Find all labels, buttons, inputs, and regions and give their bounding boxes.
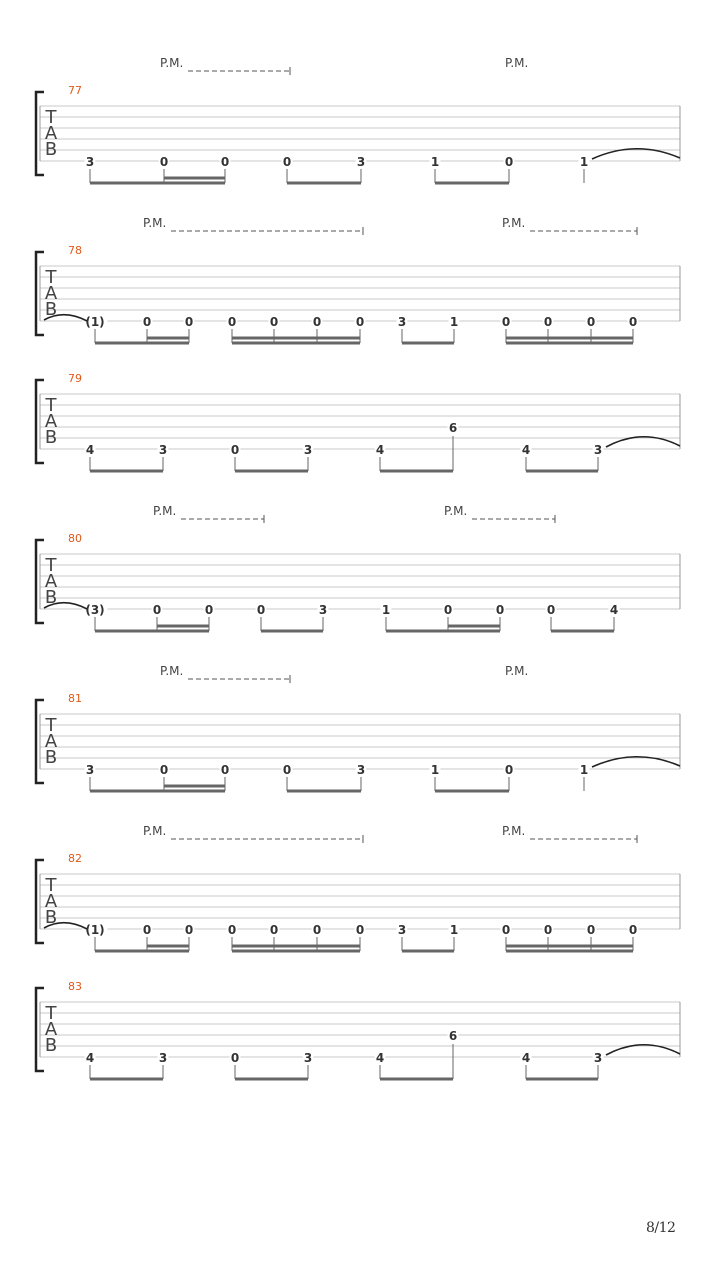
fret-number: 0 [152, 603, 162, 617]
fret-number: 3 [593, 1051, 603, 1065]
note-beam [95, 950, 189, 953]
tab-clef-letter: B [44, 907, 58, 928]
fret-number: (3) [85, 603, 105, 617]
fret-number: 3 [318, 603, 328, 617]
measure-number: 78 [68, 244, 82, 257]
palm-mute-label: P.M. [160, 664, 184, 678]
fret-number: 1 [430, 763, 440, 777]
fret-number: 6 [448, 1029, 458, 1043]
palm-mute-label: P.M. [502, 216, 526, 230]
note-beam-secondary [232, 945, 360, 948]
measure-number: 77 [68, 84, 82, 97]
note-beam [435, 182, 509, 185]
note-beam [235, 1078, 308, 1081]
palm-mute-label: P.M. [160, 56, 184, 70]
fret-number: 1 [579, 155, 589, 169]
tab-clef-letter: T [45, 555, 57, 576]
fret-number: 0 [312, 923, 322, 937]
note-beam [90, 182, 225, 185]
note-beam [506, 342, 633, 345]
fret-number: 0 [543, 923, 553, 937]
fret-number: 0 [184, 923, 194, 937]
fret-number: 0 [443, 603, 453, 617]
fret-number: 3 [397, 315, 407, 329]
note-beam [232, 342, 360, 345]
staff-system [36, 664, 680, 793]
fret-number: 4 [85, 1051, 95, 1065]
fret-number: 4 [521, 443, 531, 457]
palm-mute-label: P.M. [444, 504, 468, 518]
palm-mute-label: P.M. [502, 824, 526, 838]
note-beam [551, 630, 614, 633]
tab-clef-letter: B [44, 1035, 58, 1056]
staff-system [36, 216, 680, 345]
tab-clef-letter: B [44, 747, 58, 768]
note-beam [90, 790, 225, 793]
fret-number: 0 [543, 315, 553, 329]
fret-number: 3 [158, 1051, 168, 1065]
fret-number: 0 [628, 315, 638, 329]
fret-number: (1) [85, 315, 105, 329]
fret-number: 0 [282, 155, 292, 169]
fret-number: 3 [303, 443, 313, 457]
note-beam [95, 342, 189, 345]
tab-clef-letter: A [44, 411, 58, 432]
fret-number: 0 [628, 923, 638, 937]
tab-clef-letter: A [44, 731, 58, 752]
note-beam [287, 182, 361, 185]
staff-system [36, 504, 680, 633]
fret-number: 3 [397, 923, 407, 937]
fret-number: 3 [158, 443, 168, 457]
fret-number: 0 [269, 315, 279, 329]
fret-number: 1 [449, 315, 459, 329]
palm-mute-label: P.M. [505, 56, 529, 70]
note-beam [402, 950, 454, 953]
fret-number: 3 [593, 443, 603, 457]
tab-clef-letter: A [44, 123, 58, 144]
measure-number: 81 [68, 692, 82, 705]
fret-number: 0 [227, 315, 237, 329]
palm-mute-label: P.M. [505, 664, 529, 678]
note-beam [526, 1078, 598, 1081]
tab-clef-letter: B [44, 587, 58, 608]
fret-number: 0 [312, 315, 322, 329]
note-beam-secondary [164, 177, 225, 180]
note-beam [380, 1078, 453, 1081]
fret-number: 4 [85, 443, 95, 457]
fret-number: 0 [269, 923, 279, 937]
tab-clef-letter: A [44, 891, 58, 912]
staff-system [36, 372, 680, 473]
tab-clef-letter: T [45, 1003, 57, 1024]
fret-number: 0 [184, 315, 194, 329]
note-beam-secondary [506, 945, 633, 948]
fret-number: 1 [381, 603, 391, 617]
note-beam [526, 470, 598, 473]
staff-system [36, 56, 680, 185]
note-beam-secondary [157, 625, 209, 628]
note-beam-secondary [448, 625, 500, 628]
palm-mute-label: P.M. [153, 504, 177, 518]
note-beam [235, 470, 308, 473]
fret-number: 3 [85, 763, 95, 777]
fret-number: 4 [375, 443, 385, 457]
staff-system [36, 824, 680, 953]
note-beam [506, 950, 633, 953]
fret-number: 0 [220, 155, 230, 169]
note-beam [90, 470, 163, 473]
tab-clef-letter: B [44, 427, 58, 448]
fret-number: 1 [579, 763, 589, 777]
note-beam-secondary [147, 945, 189, 948]
tab-clef-letter: T [45, 267, 57, 288]
fret-number: 0 [159, 763, 169, 777]
palm-mute-label: P.M. [143, 824, 167, 838]
fret-number: 0 [159, 155, 169, 169]
fret-number: 0 [586, 923, 596, 937]
fret-number: 0 [501, 315, 511, 329]
fret-number: 4 [609, 603, 619, 617]
fret-number: 3 [303, 1051, 313, 1065]
tab-clef-letter: T [45, 715, 57, 736]
fret-number: 1 [430, 155, 440, 169]
note-beam [95, 630, 209, 633]
note-beam [232, 950, 360, 953]
fret-number: 0 [204, 603, 214, 617]
measure-number: 83 [68, 980, 82, 993]
fret-number: 0 [355, 315, 365, 329]
tab-clef-letter: B [44, 139, 58, 160]
note-beam-secondary [147, 337, 189, 340]
note-beam-secondary [506, 337, 633, 340]
note-beam [261, 630, 323, 633]
note-beam-secondary [232, 337, 360, 340]
staff-system [36, 980, 680, 1081]
fret-number: 0 [142, 923, 152, 937]
fret-number: 0 [546, 603, 556, 617]
fret-number: 0 [227, 923, 237, 937]
fret-number: 0 [220, 763, 230, 777]
fret-number: 0 [230, 443, 240, 457]
tab-clef-letter: A [44, 283, 58, 304]
tab-clef-letter: B [44, 299, 58, 320]
fret-number: 0 [355, 923, 365, 937]
fret-number: 0 [256, 603, 266, 617]
fret-number: 0 [501, 923, 511, 937]
tab-clef-letter: A [44, 1019, 58, 1040]
note-beam [386, 630, 500, 633]
fret-number: 0 [504, 155, 514, 169]
fret-number: 4 [521, 1051, 531, 1065]
fret-number: (1) [85, 923, 105, 937]
fret-number: 4 [375, 1051, 385, 1065]
measure-number: 79 [68, 372, 82, 385]
palm-mute-label: P.M. [143, 216, 167, 230]
note-beam [380, 470, 453, 473]
fret-number: 0 [586, 315, 596, 329]
fret-number: 0 [495, 603, 505, 617]
fret-number: 0 [282, 763, 292, 777]
tab-clef-letter: T [45, 107, 57, 128]
fret-number: 1 [449, 923, 459, 937]
fret-number: 3 [356, 155, 366, 169]
fret-number: 6 [448, 421, 458, 435]
tab-clef-letter: T [45, 875, 57, 896]
measure-number: 82 [68, 852, 82, 865]
note-beam [287, 790, 361, 793]
fret-number: 0 [142, 315, 152, 329]
note-beam-secondary [164, 785, 225, 788]
note-beam [402, 342, 454, 345]
note-beam [435, 790, 509, 793]
tab-clef-letter: T [45, 395, 57, 416]
measure-number: 80 [68, 532, 82, 545]
note-beam [90, 1078, 163, 1081]
fret-number: 0 [230, 1051, 240, 1065]
fret-number: 0 [504, 763, 514, 777]
page-number: 8/12 [646, 1220, 676, 1236]
fret-number: 3 [85, 155, 95, 169]
tab-clef-letter: A [44, 571, 58, 592]
fret-number: 3 [356, 763, 366, 777]
